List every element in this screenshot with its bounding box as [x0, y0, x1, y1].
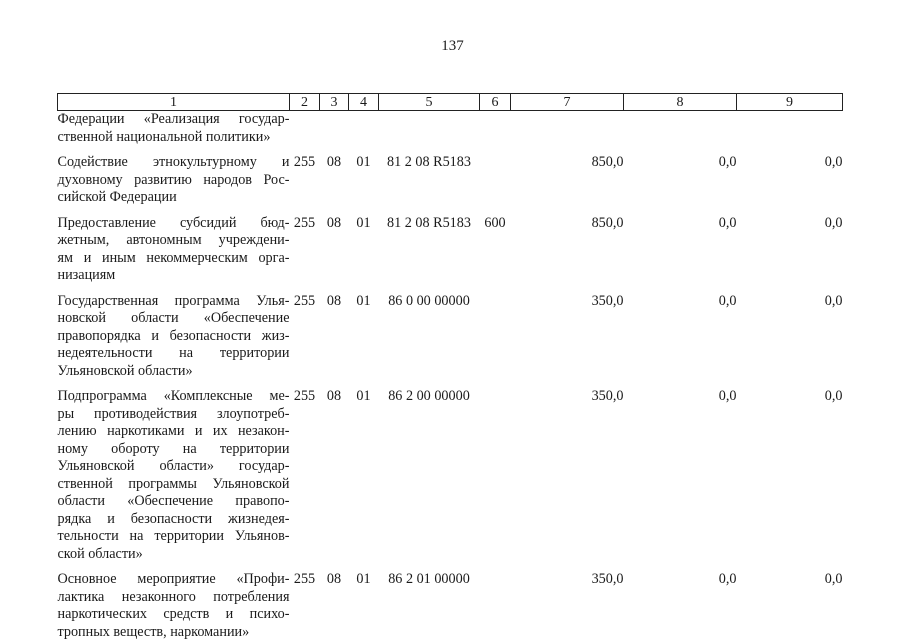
table-row: [58, 380, 843, 563]
cell-c6: [480, 146, 511, 207]
column-header-4: 4: [349, 94, 379, 111]
row-name-line: правопорядка и безопасности жиз-: [58, 328, 290, 346]
row-name-line: рядка и безопасности жизнедея-: [58, 511, 290, 529]
column-header-7: 7: [511, 94, 624, 111]
cell-c6: [480, 285, 511, 381]
cell-c8: 0,0: [624, 207, 737, 285]
cell-c8: 0,0: [624, 563, 737, 641]
row-name-line: низациям: [58, 267, 290, 285]
row-name-line: области «Обеспечение правопо-: [58, 493, 290, 511]
cell-c4: [349, 111, 379, 147]
cell-c3: 08: [320, 563, 349, 641]
cell-c4: 01: [349, 563, 379, 641]
column-header-9: 9: [737, 94, 843, 111]
row-name-line: лению наркотиками и их незакон-: [58, 423, 290, 441]
table-body: [58, 111, 843, 641]
row-name-cell: [58, 563, 290, 641]
cell-c9: 0,0: [737, 146, 843, 207]
cell-c2: 255: [290, 146, 320, 207]
cell-c2: 255: [290, 285, 320, 381]
row-name-line: ры противодействия злоупотреб-: [58, 406, 290, 424]
column-header-8: 8: [624, 94, 737, 111]
row-name-cell: [58, 207, 290, 285]
column-header-5: 5: [379, 94, 480, 111]
row-name-line: ственной программы Ульяновской: [58, 476, 290, 494]
table-row: [58, 563, 843, 641]
row-name-line: Федерации «Реализация государ-: [58, 111, 290, 129]
cell-c9: [737, 111, 843, 147]
cell-c2: [290, 111, 320, 147]
table-row: [58, 207, 843, 285]
table-row: [58, 146, 843, 207]
row-name-line: Содействие этнокультурному и: [58, 154, 290, 172]
cell-c8: 0,0: [624, 146, 737, 207]
column-header-6: 6: [480, 94, 511, 111]
cell-c4: 01: [349, 146, 379, 207]
cell-c9: 0,0: [737, 380, 843, 563]
page-number: 137: [0, 38, 905, 55]
cell-c8: 0,0: [624, 380, 737, 563]
cell-c2: 255: [290, 207, 320, 285]
cell-c7: 350,0: [511, 380, 624, 563]
column-header-3: 3: [320, 94, 349, 111]
cell-c7: [511, 111, 624, 147]
budget-table: [57, 93, 843, 641]
row-name-line: духовному развитию народов Рос-: [58, 172, 290, 190]
column-header-1: 1: [58, 94, 290, 111]
cell-c9: 0,0: [737, 285, 843, 381]
cell-c6: [480, 563, 511, 641]
table-row: [58, 111, 843, 147]
cell-c2: 255: [290, 380, 320, 563]
cell-c7: 350,0: [511, 285, 624, 381]
row-name-line: жетным, автономным учреждени-: [58, 232, 290, 250]
row-name-cell: [58, 111, 290, 147]
cell-c7: 850,0: [511, 146, 624, 207]
row-name-line: Предоставление субсидий бюд-: [58, 215, 290, 233]
cell-c6: [480, 380, 511, 563]
row-name-cell: [58, 380, 290, 563]
cell-c6: [480, 111, 511, 147]
row-name-cell: [58, 285, 290, 381]
cell-c4: 01: [349, 285, 379, 381]
cell-c4: 01: [349, 380, 379, 563]
cell-c3: 08: [320, 146, 349, 207]
cell-c5: [379, 111, 480, 147]
cell-c7: 850,0: [511, 207, 624, 285]
row-name-line: наркотических средств и психо-: [58, 606, 290, 624]
cell-c3: 08: [320, 380, 349, 563]
row-name-line: новской области «Обеспечение: [58, 310, 290, 328]
cell-c3: 08: [320, 285, 349, 381]
row-name-line: тельности на территории Ульянов-: [58, 528, 290, 546]
row-name-line: тропных веществ, наркомании»: [58, 624, 290, 641]
row-name-line: Подпрограмма «Комплексные ме-: [58, 388, 290, 406]
cell-c4: 01: [349, 207, 379, 285]
cell-c3: [320, 111, 349, 147]
row-name-cell: [58, 146, 290, 207]
table-header-row: [58, 94, 843, 111]
cell-c5: 81 2 08 R5183: [379, 146, 480, 207]
row-name-line: ственной национальной политики»: [58, 129, 290, 147]
row-name-line: сийской Федерации: [58, 189, 290, 207]
row-name-line: недеятельности на территории: [58, 345, 290, 363]
cell-c6: 600: [480, 207, 511, 285]
column-header-2: 2: [290, 94, 320, 111]
table-row: [58, 285, 843, 381]
cell-c5: 86 2 00 00000: [379, 380, 480, 563]
row-name-line: лактика незаконного потребления: [58, 589, 290, 607]
cell-c2: 255: [290, 563, 320, 641]
row-name-line: ному обороту на территории: [58, 441, 290, 459]
cell-c5: 86 2 01 00000: [379, 563, 480, 641]
cell-c3: 08: [320, 207, 349, 285]
row-name-line: ям и иным некоммерческим орга-: [58, 250, 290, 268]
row-name-line: Ульяновской области» государ-: [58, 458, 290, 476]
cell-c9: 0,0: [737, 207, 843, 285]
cell-c8: 0,0: [624, 285, 737, 381]
row-name-line: Ульяновской области»: [58, 363, 290, 381]
cell-c5: 81 2 08 R5183: [379, 207, 480, 285]
cell-c8: [624, 111, 737, 147]
cell-c7: 350,0: [511, 563, 624, 641]
row-name-line: Государственная программа Улья-: [58, 293, 290, 311]
cell-c9: 0,0: [737, 563, 843, 641]
row-name-line: ской области»: [58, 546, 290, 564]
cell-c5: 86 0 00 00000: [379, 285, 480, 381]
row-name-line: Основное мероприятие «Профи-: [58, 571, 290, 589]
